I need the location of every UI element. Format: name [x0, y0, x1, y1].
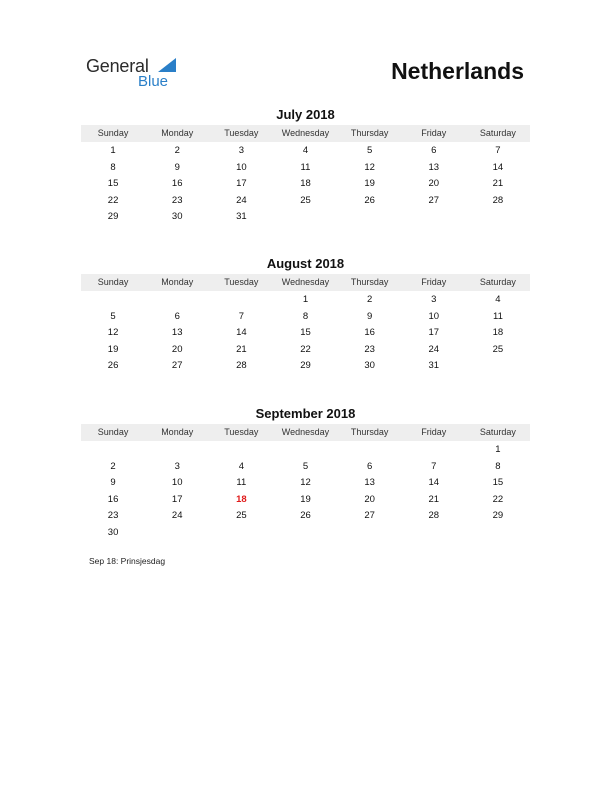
- day-cell: 22: [300, 343, 311, 355]
- week-row: [81, 358, 530, 375]
- day-cell: 23: [364, 343, 375, 355]
- day-cell: 4: [302, 145, 309, 156]
- week-row: [81, 292, 530, 309]
- weekday-label: Thursday: [350, 277, 389, 287]
- day-cell: 17: [428, 327, 440, 339]
- week-row: [81, 143, 530, 160]
- day-cell: 27: [428, 194, 440, 206]
- month-august: [81, 256, 530, 375]
- weekday-label: Sunday: [97, 128, 129, 138]
- day-cell: 30: [107, 526, 119, 538]
- day-cell: 13: [171, 327, 183, 339]
- week-row: [81, 193, 530, 210]
- day-cell: 28: [236, 360, 247, 372]
- day-cell: 30: [364, 360, 375, 372]
- day-cell: 10: [236, 161, 247, 173]
- weekday-label: Monday: [161, 128, 194, 138]
- weekday-label: Tuesday: [224, 277, 259, 287]
- day-cell: 13: [364, 477, 375, 489]
- day-cell: 2: [110, 460, 116, 472]
- weekday-label: Friday: [421, 128, 447, 138]
- day-cell: 22: [492, 493, 504, 505]
- day-cell: 24: [428, 343, 440, 355]
- weekday-label: Tuesday: [224, 128, 259, 138]
- day-cell: 20: [364, 493, 375, 505]
- day-cell: 11: [236, 477, 247, 489]
- month-weeks: [81, 292, 530, 375]
- day-cell: 31: [236, 211, 247, 223]
- weekday-label: Saturday: [479, 427, 516, 437]
- empty-day-cell: [145, 442, 209, 459]
- day-cell: 2: [366, 294, 373, 305]
- day-cell: 12: [364, 161, 375, 173]
- empty-day-cell: [338, 209, 402, 226]
- day-cell: 17: [171, 493, 183, 505]
- week-row: [81, 342, 530, 359]
- day-cell: 16: [171, 178, 183, 190]
- holiday-notes: [89, 556, 165, 566]
- empty-day-cell: [209, 442, 273, 459]
- day-cell: 15: [300, 327, 311, 339]
- week-row: [81, 508, 530, 525]
- empty-day-cell: [81, 442, 145, 459]
- empty-day-cell: [273, 525, 337, 542]
- day-cell: 21: [428, 493, 440, 505]
- country-title: Netherlands: [391, 58, 524, 84]
- day-cell: 8: [495, 460, 501, 472]
- week-row: [81, 309, 530, 326]
- empty-day-cell: [209, 525, 273, 542]
- day-cell: 15: [492, 477, 504, 489]
- weekday-label: Tuesday: [224, 427, 259, 437]
- day-cell: 16: [364, 327, 375, 339]
- month-title: July 2018: [276, 107, 335, 122]
- day-cell: 6: [174, 310, 180, 322]
- day-cell: 26: [107, 360, 119, 372]
- day-cell: 6: [366, 460, 373, 472]
- day-cell: 29: [107, 211, 119, 223]
- day-cell: 19: [364, 178, 375, 190]
- weekday-label: Sunday: [97, 427, 129, 437]
- holiday-note: Sep 18: Prinsjesdag: [89, 556, 166, 566]
- day-cell: 25: [492, 343, 504, 355]
- day-cell: 20: [428, 178, 440, 190]
- month-september: [81, 406, 530, 542]
- empty-day-cell: [402, 525, 466, 542]
- day-cell: 24: [236, 194, 247, 206]
- day-cell: 30: [171, 211, 183, 223]
- week-row: [81, 325, 530, 342]
- day-cell: 10: [171, 477, 183, 489]
- day-cell: 27: [364, 510, 375, 522]
- day-cell: 1: [495, 444, 501, 455]
- empty-day-cell: [145, 292, 209, 309]
- day-cell: 9: [110, 477, 116, 489]
- day-cell: 26: [300, 510, 311, 522]
- week-row: [81, 442, 530, 459]
- weekday-label: Saturday: [479, 128, 516, 138]
- empty-day-cell: [402, 442, 466, 459]
- day-cell: 10: [428, 310, 440, 322]
- week-row: [81, 459, 530, 476]
- day-cell: 7: [238, 310, 244, 322]
- weekday-label: Saturday: [479, 277, 516, 287]
- weekday-label: Wednesday: [281, 128, 330, 138]
- day-cell: 1: [110, 145, 116, 156]
- day-cell: 7: [431, 460, 437, 472]
- empty-day-cell: [338, 525, 402, 542]
- day-cell: 27: [171, 360, 183, 372]
- day-cell: 3: [238, 145, 244, 156]
- day-cell: 26: [364, 194, 375, 206]
- week-row: [81, 492, 530, 509]
- weekday-label: Wednesday: [281, 427, 330, 437]
- day-cell: 14: [428, 477, 440, 489]
- day-cell: 7: [495, 145, 501, 156]
- week-row: [81, 209, 530, 226]
- day-cell: 8: [110, 161, 116, 173]
- day-cell: 13: [428, 161, 440, 173]
- week-row: [81, 176, 530, 193]
- day-cell: 21: [492, 178, 504, 190]
- day-cell: 25: [300, 194, 311, 206]
- empty-day-cell: [273, 442, 337, 459]
- weekday-header: [81, 125, 530, 142]
- day-cell: 23: [171, 194, 183, 206]
- day-cell: 12: [107, 327, 119, 339]
- month-weeks: [81, 442, 530, 542]
- day-cell: 1: [302, 294, 309, 305]
- day-cell: 17: [236, 178, 247, 190]
- day-cell: 6: [431, 145, 437, 156]
- empty-day-cell: [338, 442, 402, 459]
- day-cell: 15: [107, 178, 119, 190]
- day-cell: 9: [174, 161, 180, 173]
- month-weeks: [81, 143, 530, 226]
- empty-day-cell: [466, 358, 530, 375]
- day-cell: 29: [300, 360, 311, 372]
- weekday-label: Thursday: [350, 128, 389, 138]
- day-cell: 22: [107, 194, 119, 206]
- holiday-day-cell: 18: [236, 493, 247, 505]
- empty-day-cell: [466, 525, 530, 542]
- brand-general-text: General: [86, 56, 149, 76]
- day-cell: 23: [107, 510, 119, 522]
- day-cell: 28: [428, 510, 440, 522]
- day-cell: 25: [236, 510, 247, 522]
- week-row: [81, 525, 530, 542]
- day-cell: 16: [107, 493, 119, 505]
- day-cell: 21: [236, 343, 247, 355]
- day-cell: 29: [492, 510, 504, 522]
- day-cell: 5: [110, 310, 116, 322]
- day-cell: 12: [300, 477, 311, 489]
- weekday-label: Monday: [161, 277, 194, 287]
- empty-day-cell: [145, 525, 209, 542]
- day-cell: 5: [302, 460, 309, 472]
- day-cell: 28: [492, 194, 504, 206]
- day-cell: 20: [171, 343, 183, 355]
- day-cell: 11: [492, 310, 503, 322]
- empty-day-cell: [209, 292, 273, 309]
- day-cell: 8: [302, 310, 309, 322]
- day-cell: 14: [492, 161, 504, 173]
- month-title: September 2018: [255, 406, 356, 421]
- brand-logo: [86, 56, 186, 92]
- month-title: August 2018: [266, 256, 345, 271]
- empty-day-cell: [466, 209, 530, 226]
- month-july: [81, 107, 530, 226]
- weekday-header: [81, 274, 530, 291]
- day-cell: 11: [300, 161, 311, 173]
- day-cell: 9: [366, 310, 373, 322]
- day-cell: 18: [492, 327, 504, 339]
- weekday-label: Sunday: [97, 277, 129, 287]
- week-row: [81, 475, 530, 492]
- day-cell: 3: [174, 460, 180, 472]
- day-cell: 14: [236, 327, 247, 339]
- brand-blue-text: Blue: [138, 73, 169, 90]
- day-cell: 2: [174, 145, 180, 156]
- weekday-header: [81, 424, 530, 441]
- empty-day-cell: [273, 209, 337, 226]
- day-cell: 31: [428, 360, 440, 372]
- day-cell: 18: [300, 178, 311, 190]
- weekday-label: Friday: [421, 427, 447, 437]
- week-row: [81, 160, 530, 177]
- weekday-label: Friday: [421, 277, 447, 287]
- day-cell: 3: [431, 294, 437, 305]
- day-cell: 24: [171, 510, 183, 522]
- day-cell: 4: [495, 294, 501, 305]
- brand-triangle-icon: [158, 58, 176, 72]
- day-cell: 5: [366, 145, 373, 156]
- weekday-label: Monday: [161, 427, 194, 437]
- day-cell: 19: [300, 493, 311, 505]
- weekday-label: Thursday: [350, 427, 389, 437]
- empty-day-cell: [402, 209, 466, 226]
- day-cell: 19: [107, 343, 119, 355]
- empty-day-cell: [81, 292, 145, 309]
- weekday-label: Wednesday: [281, 277, 330, 287]
- day-cell: 4: [238, 460, 244, 472]
